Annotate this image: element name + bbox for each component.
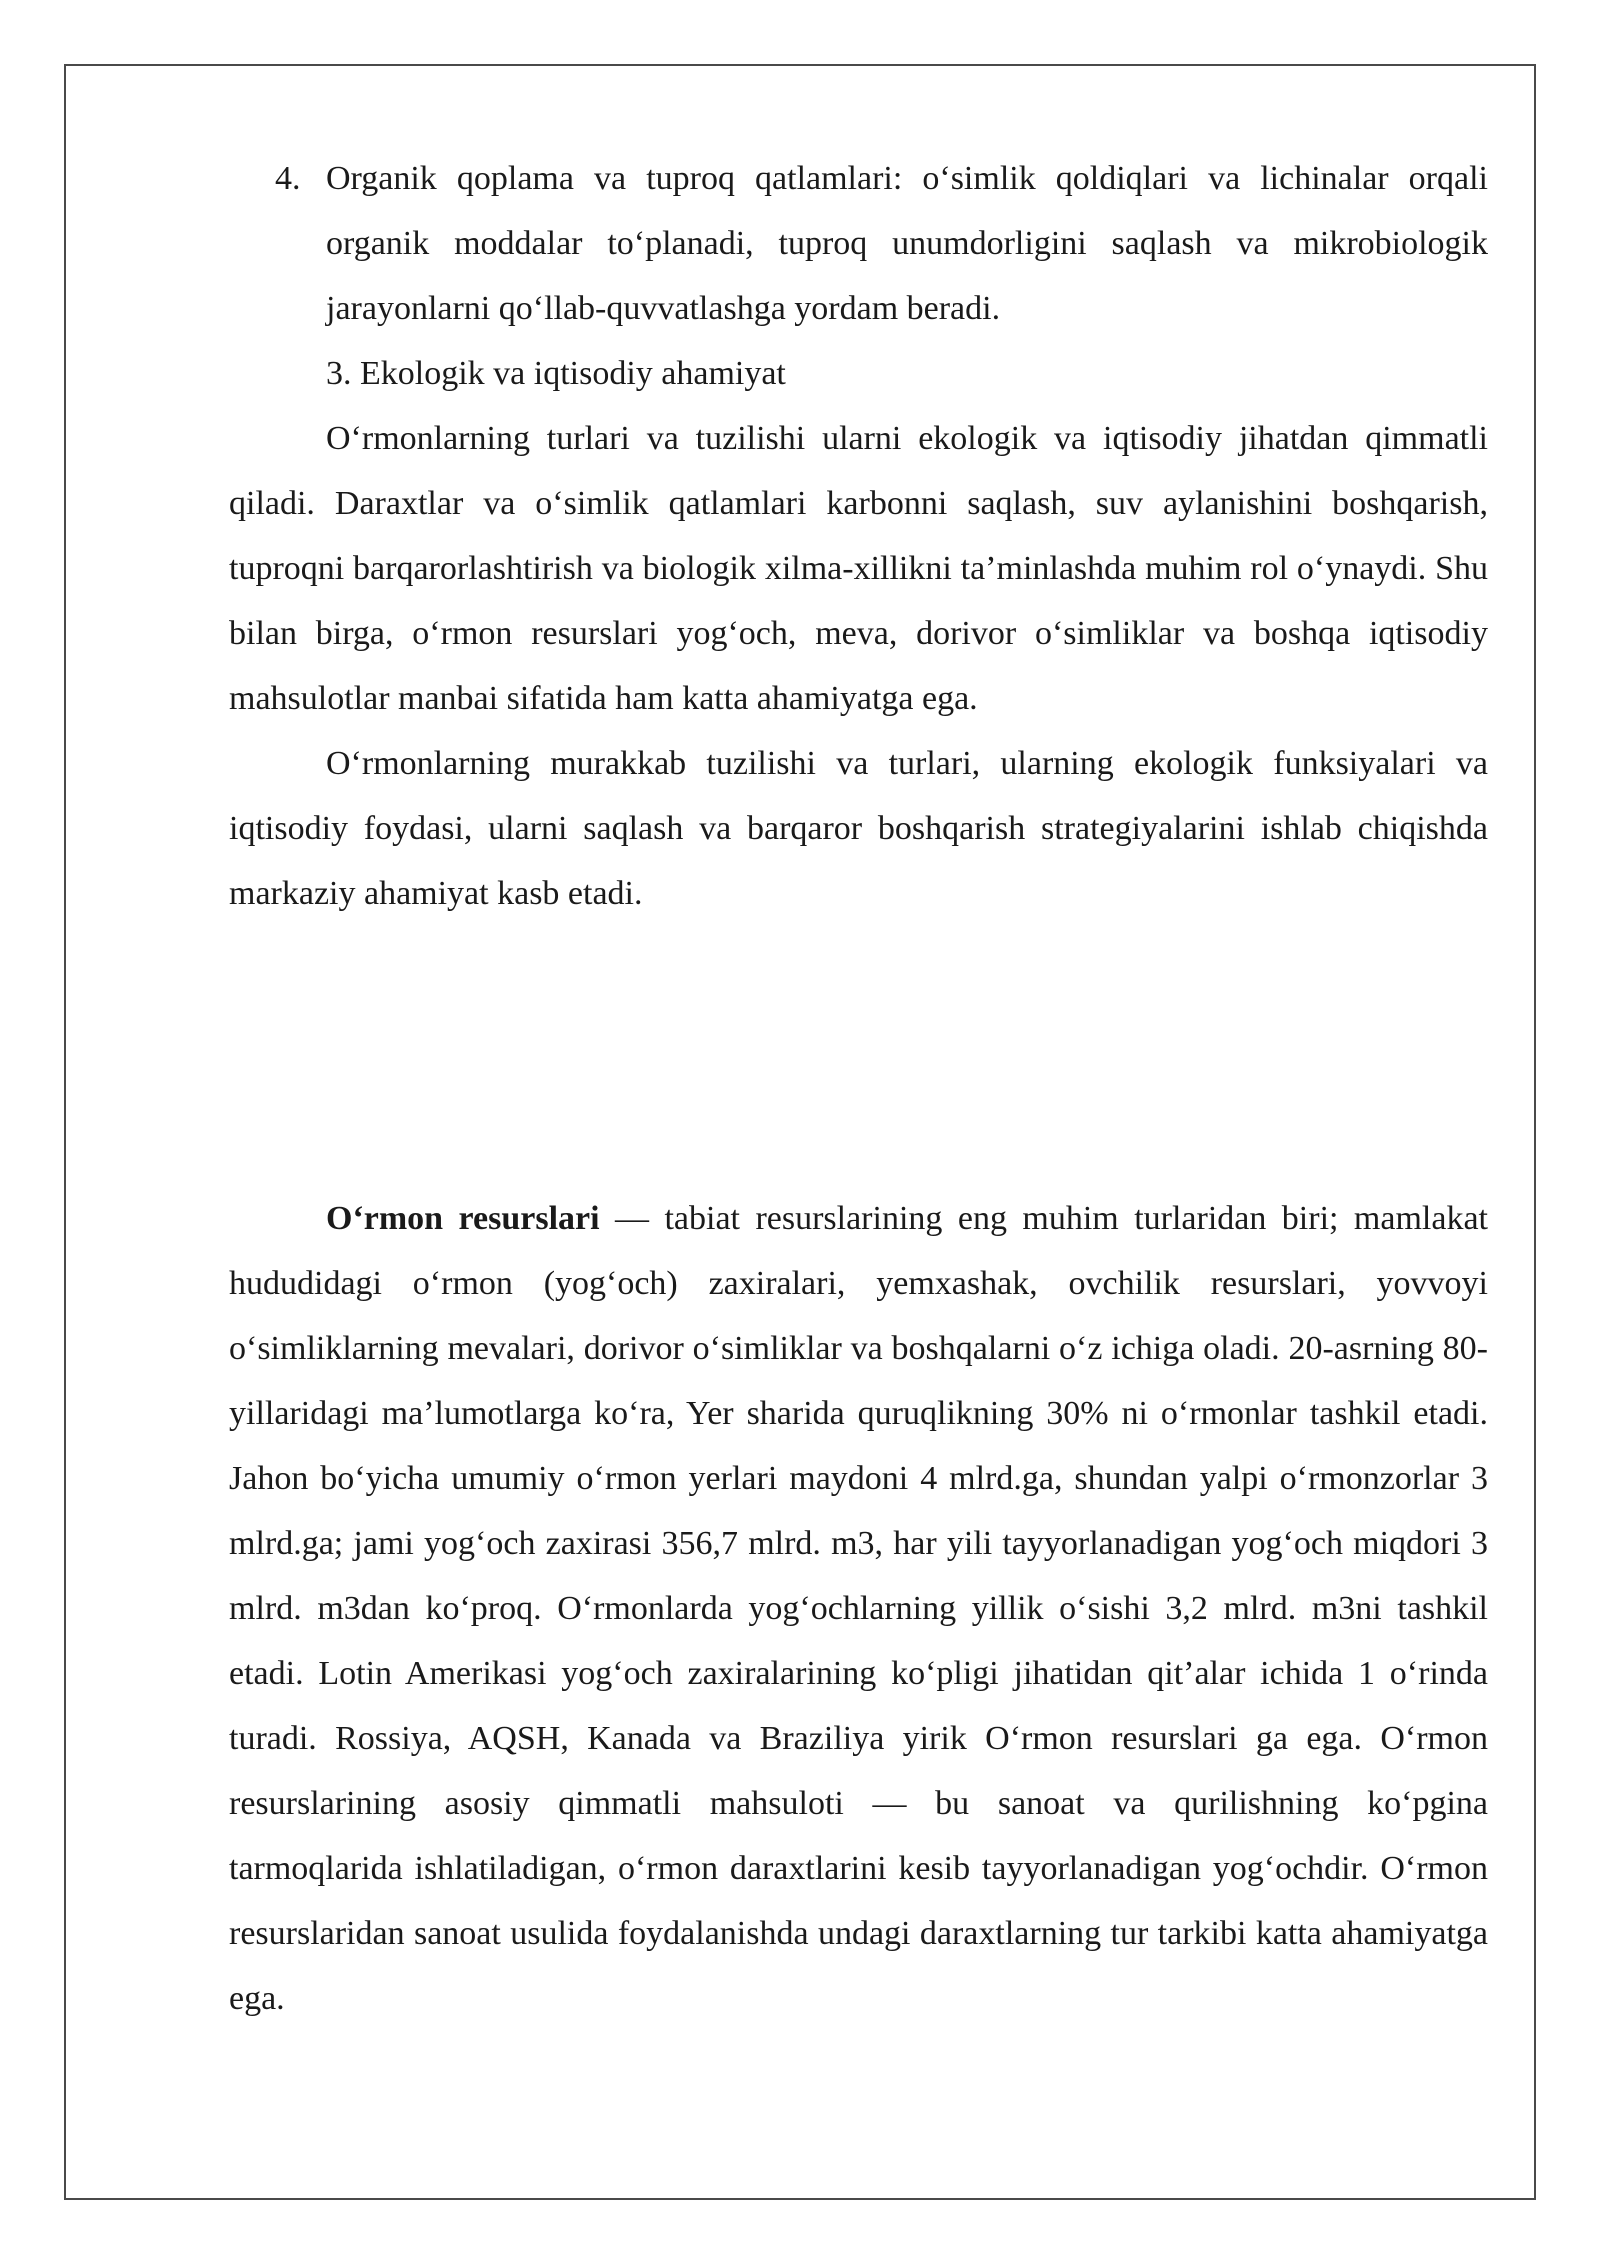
list-item-text: Organik qoplama va tuproq qatlamlari: o‘simlik qoldiqlari va lichinalar orqali organik moddalar to‘planadi, tuproq unumdorligini saqlash va mikrobiologik jarayonlarni qo‘llab-quvvatlashga yordam beradi. — [326, 160, 1488, 327]
spacer — [229, 926, 1488, 1186]
paragraph-forest-resources — [229, 1186, 1488, 2031]
document-body — [229, 146, 1488, 2031]
section-heading: 3. Ekologik va iqtisodiy ahamiyat — [326, 355, 786, 392]
list-item-number: 4. — [275, 160, 301, 197]
term-forest-resources: O‘rmon resurslari — [326, 1200, 600, 1237]
paragraph-structure-importance: O‘rmonlarning murakkab tuzilishi va turlari, ularning ekologik funksiyalari va iqtisodiy foydasi, ularni saqlash va barqaror boshqarish strategiyalarini ishlab chiqishda markaziy ahamiyat kasb etadi. — [229, 745, 1488, 912]
paragraph-ecological-value: O‘rmonlarning turlari va tuzilishi ularni ekologik va iqtisodiy jihatdan qimmatli qiladi. Daraxtlar va o‘simlik qatlamlari karbonni saqlash, suv aylanishini boshqarish, tuproqni barqarorlashtirish va biologik xilma-xillikni ta’minlashda muhim rol o‘ynaydi. Shu bilan birga, o‘rmon resurslari yog‘och, meva, dorivor o‘simliklar va boshqa iqtisodiy mahsulotlar manbai sifatida ham katta ahamiyatga ega. — [229, 420, 1488, 717]
forest-resources-definition: — tabiat resurslarining eng muhim turlaridan biri; mamlakat hududidagi o‘rmon (yog‘och) zaxiralari, yemxashak, ovchilik resurslari, yovvoyi o‘simliklarning mevalari, dorivor o‘simliklar va boshqalarni o‘z ichiga oladi. 20-asrning 80-yillaridagi ma’lumotlarga ko‘ra, Yer sharida quruqlikning 30% ni o‘rmonlar tashkil etadi. Jahon bo‘yicha umumiy o‘rmon yerlari maydoni 4 mlrd.ga, shundan yalpi o‘rmonzorlar 3 mlrd.ga; jami yog‘och zaxirasi 356,7 mlrd. m3, har yili tayyorlanadigan yog‘och miqdori 3 mlrd. m3dan ko‘proq. O‘rmonlarda yog‘ochlarning yillik o‘sishi 3,2 mlrd. m3ni tashkil etadi. Lotin Amerikasi yog‘och zaxiralarining ko‘pligi jihatidan qit’alar ichida 1 o‘rinda turadi. Rossiya, AQSH, Kanada va Braziliya yirik O‘rmon resurslari ga ega. O‘rmon resurslarining asosiy qimmatli mahsuloti — bu sanoat va qurilishning ko‘pgina tarmoqlarida ishlatiladigan, o‘rmon daraxtlarini kesib tayyorlanadigan yog‘ochdir. O‘rmon resurslaridan sanoat usulida foydalanishda undagi daraxtlarning tur tarkibi katta ahamiyatga ega. — [229, 1200, 1488, 2017]
list-item — [229, 146, 1488, 341]
